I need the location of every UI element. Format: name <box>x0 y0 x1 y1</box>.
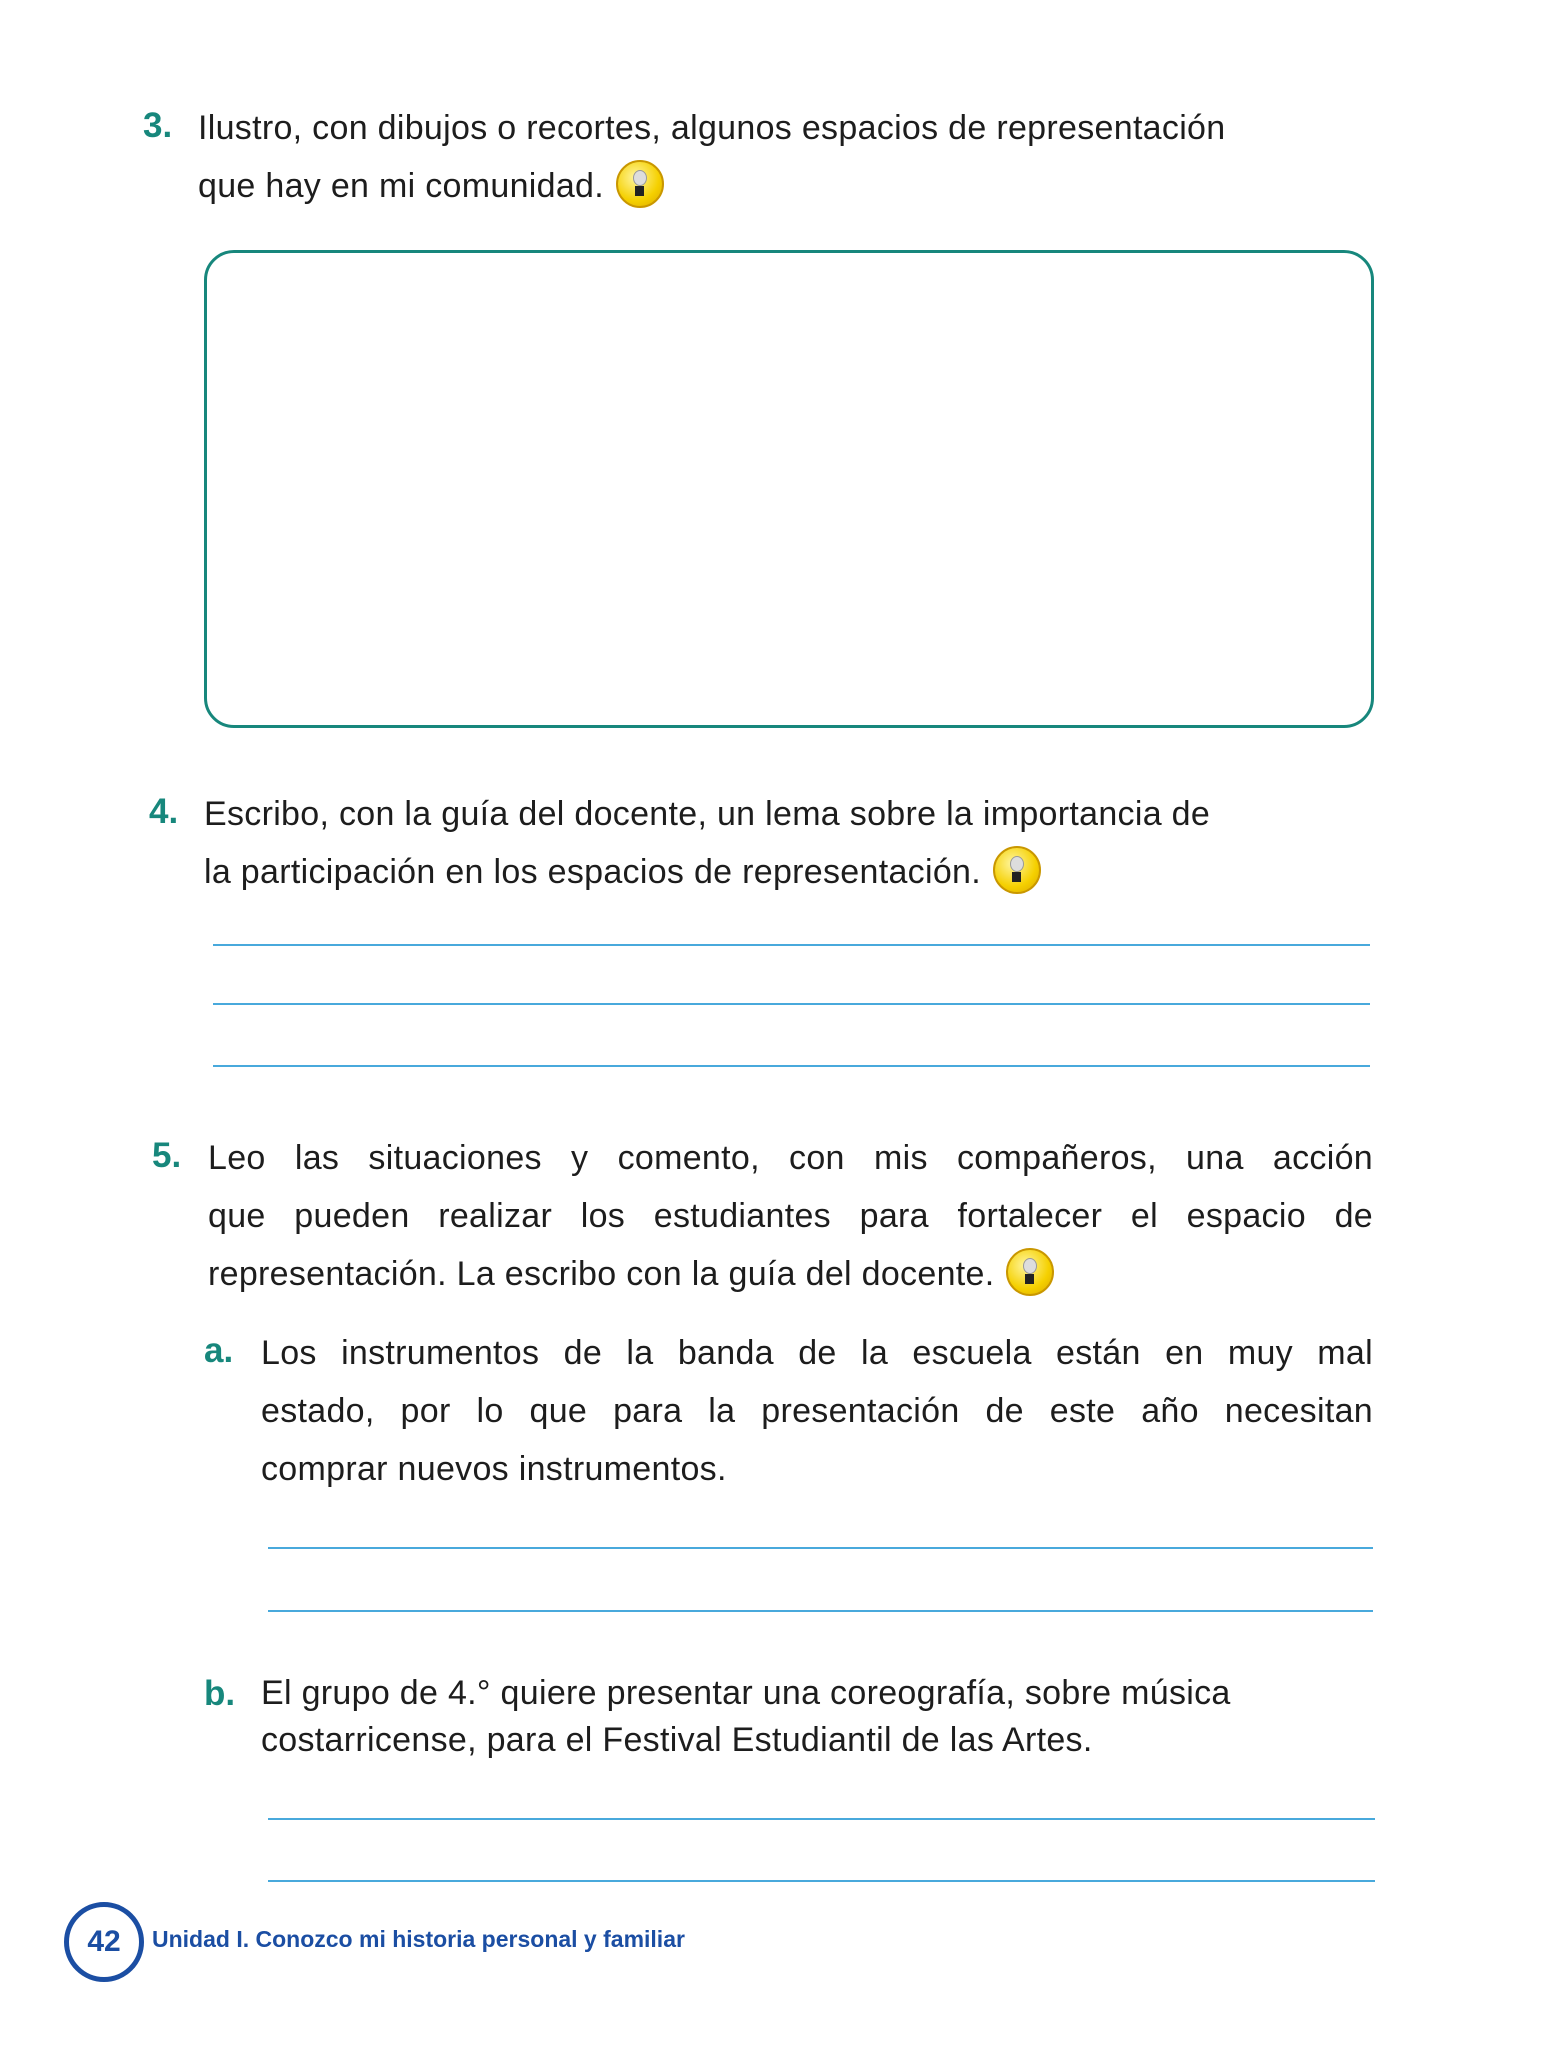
question-4-line <box>204 843 1384 901</box>
lightbulb-icon <box>1006 1248 1054 1296</box>
item-a-line: comprar nuevos instrumentos. <box>261 1450 727 1488</box>
item-a-line: estado, por lo que para la presentación de este año necesitan <box>261 1392 1373 1430</box>
answer-line[interactable] <box>268 1818 1375 1820</box>
answer-line[interactable] <box>213 1065 1370 1067</box>
item-b-line: El grupo de 4.° quiere presentar una coreografía, sobre música <box>261 1674 1231 1712</box>
question-4-line: Escribo, con la guía del docente, un lema sobre la importancia de <box>204 795 1211 833</box>
item-a-text <box>261 1324 1373 1498</box>
unit-title: Unidad I. Conozco mi historia personal y familiar <box>152 1926 685 1952</box>
page-number: 42 <box>64 1902 144 1982</box>
answer-line[interactable] <box>268 1610 1373 1612</box>
lightbulb-icon <box>993 846 1041 894</box>
question-5-line: que pueden realizar los estudiantes para fortalecer el espacio de <box>208 1197 1373 1235</box>
lightbulb-icon <box>616 160 664 208</box>
drawing-area[interactable] <box>204 250 1374 728</box>
question-5-number: 5. <box>152 1136 182 1175</box>
item-b-text <box>261 1670 1373 1764</box>
item-b-label: b. <box>204 1674 236 1713</box>
question-3-line: Ilustro, con dibujos o recortes, algunos espacios de representación <box>198 109 1226 147</box>
answer-line[interactable] <box>268 1880 1375 1882</box>
answer-line[interactable] <box>213 1003 1370 1005</box>
question-5-line: Leo las situaciones y comento, con mis compañeros, una acción <box>208 1139 1373 1177</box>
item-a-label: a. <box>204 1331 234 1370</box>
question-3-number: 3. <box>143 106 173 145</box>
question-4-number: 4. <box>149 792 179 831</box>
question-3-text <box>198 99 1378 215</box>
answer-line[interactable] <box>213 944 1370 946</box>
question-5-line <box>208 1245 1373 1303</box>
item-b-line: costarricense, para el Festival Estudiantil de las Artes. <box>261 1721 1093 1759</box>
question-3-line-text: que hay en mi comunidad. <box>198 167 605 205</box>
question-3-line <box>198 157 1378 215</box>
question-5-text <box>208 1129 1373 1303</box>
item-a-line: Los instrumentos de la banda de la escuela están en muy mal <box>261 1334 1373 1372</box>
question-4-text <box>204 785 1384 901</box>
question-4-line-text: la participación en los espacios de representación. <box>204 853 981 891</box>
answer-line[interactable] <box>268 1547 1373 1549</box>
question-5-line-text: representación. La escribo con la guía del docente. <box>208 1255 995 1293</box>
